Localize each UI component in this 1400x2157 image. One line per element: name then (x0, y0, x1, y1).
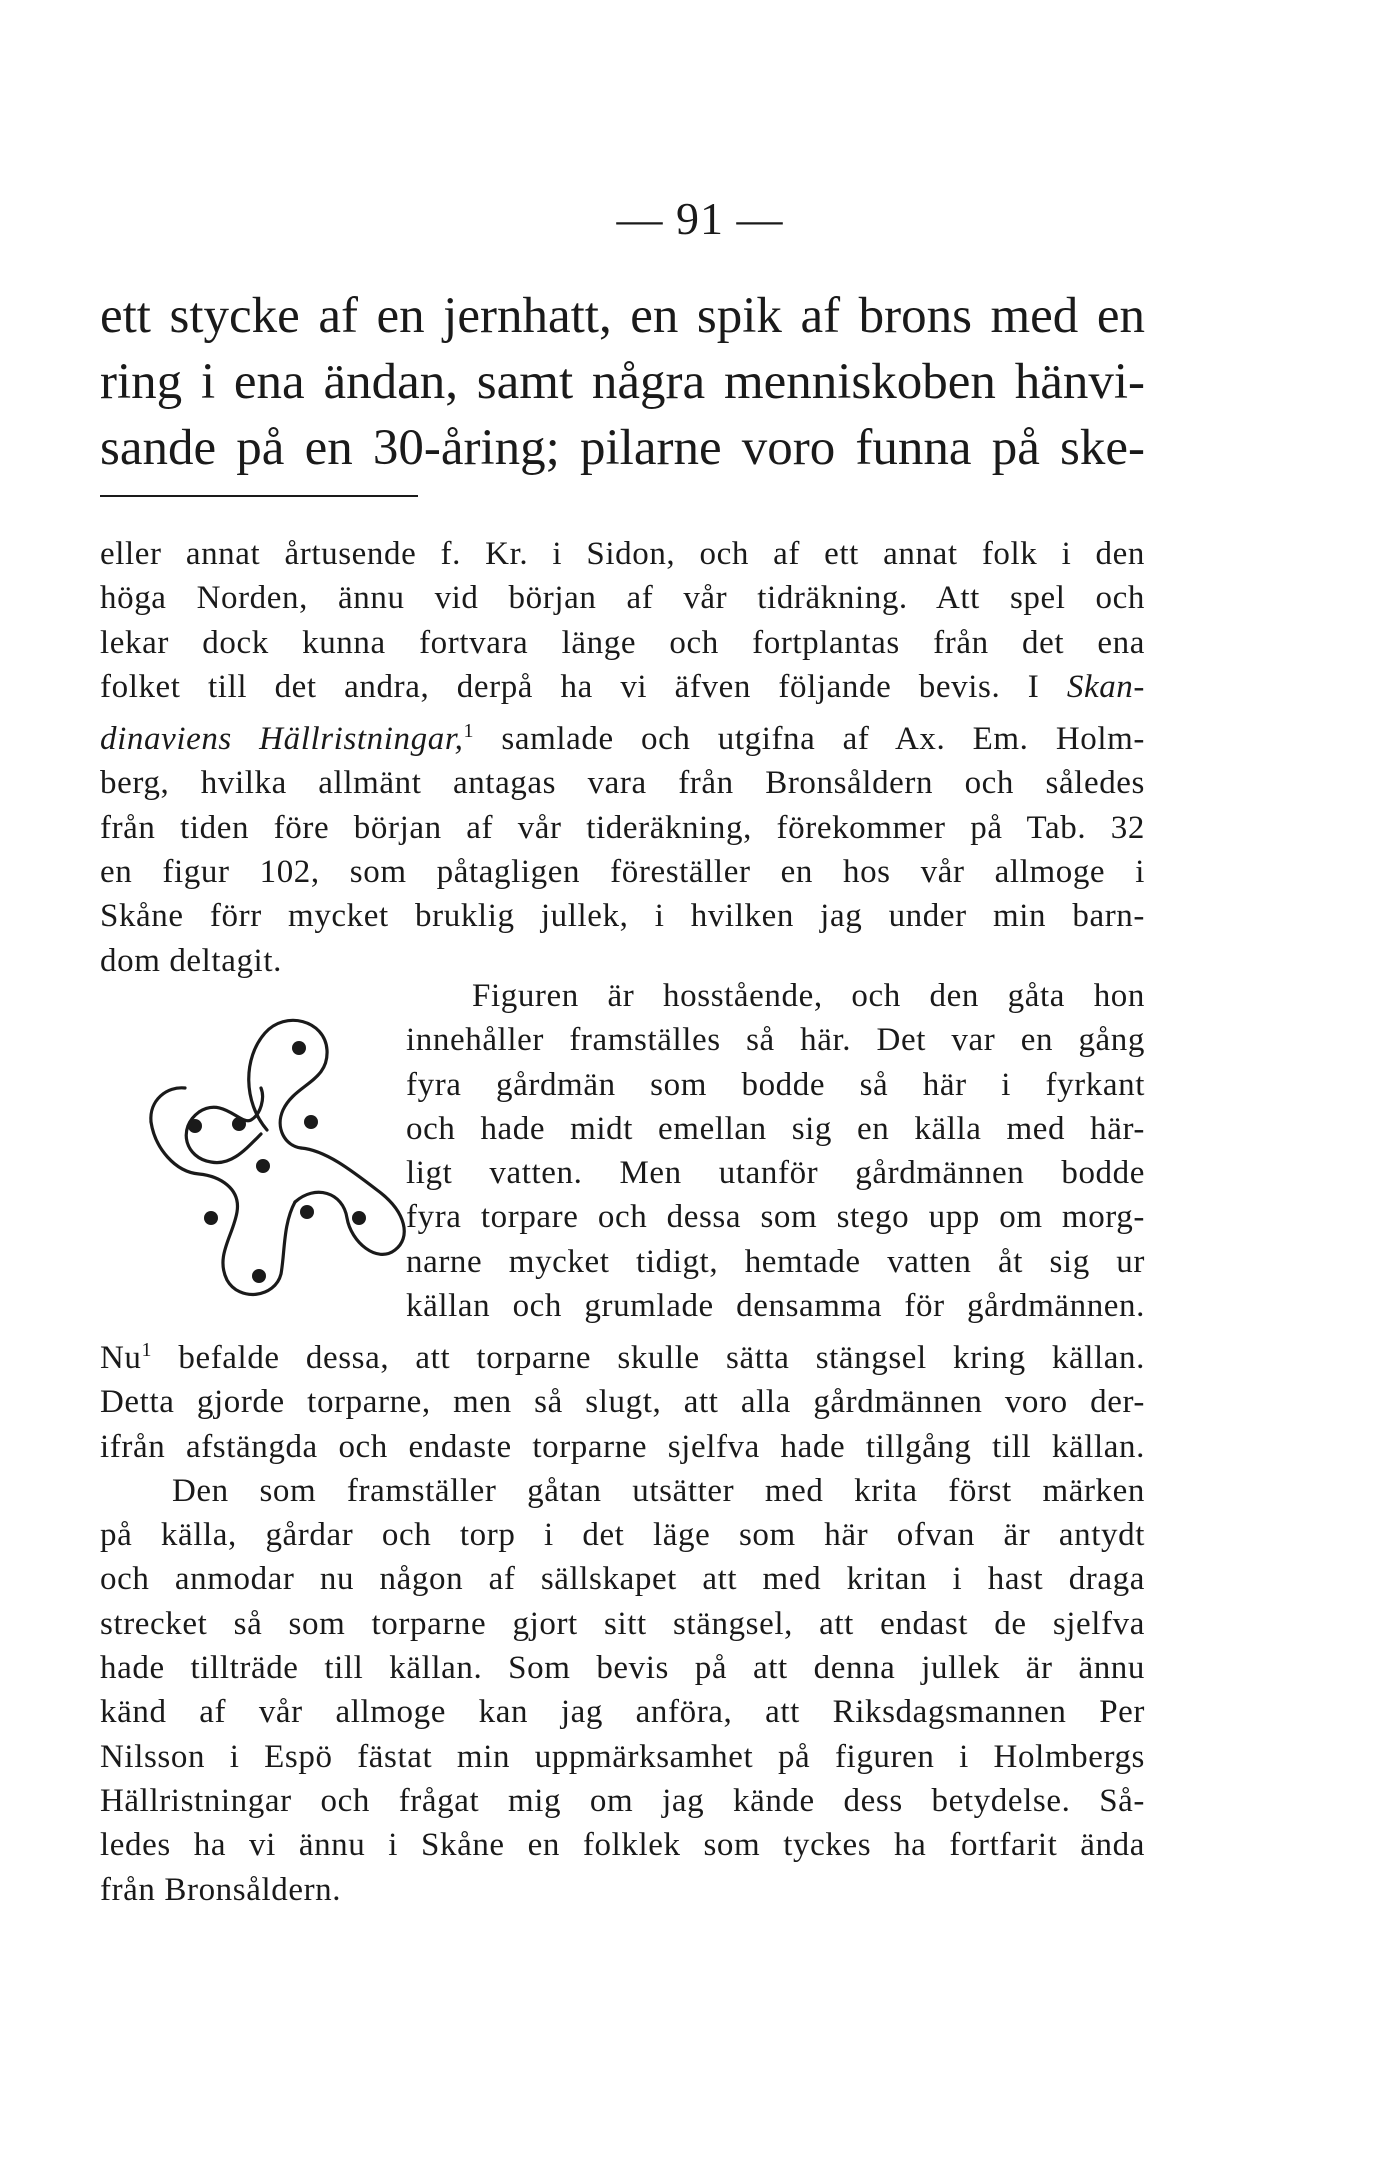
figure-fence-line (151, 1122, 295, 1294)
figure-dot (256, 1159, 270, 1173)
figure-dot (232, 1117, 246, 1131)
figure-dot (352, 1211, 366, 1225)
figure-text-line: fyra torpare och dessa som stego upp om morg- (406, 1199, 1145, 1236)
body-line: känd af vår allmoge kan jag anföra, att Riksdagsmannen Per (100, 1694, 1145, 1731)
footnote-line: lekar dock kunna fortvara länge och fortplantas från det ena (100, 624, 1145, 661)
figure-dot (304, 1115, 318, 1129)
figure-side-text (406, 974, 1145, 1328)
figure-text-line: fyra gårdmän som bodde så här i fyrkant (406, 1066, 1145, 1103)
footnote-divider (100, 495, 418, 497)
figure-fence-line (249, 1020, 327, 1148)
figure-fence-line (295, 1148, 404, 1254)
figure-dot (300, 1205, 314, 1219)
game-figure-illustration (115, 998, 425, 1308)
figure-text-line: och hade midt emellan sig en källa med här- (406, 1110, 1145, 1147)
body-line: från Bronsåldern. (100, 1871, 342, 1908)
figure-dot (292, 1041, 306, 1055)
footnote-line (100, 709, 1145, 761)
italic-title: dinaviens Hällristningar, (100, 721, 464, 758)
footnote (100, 532, 1145, 983)
figure-text-line: källan och grumlade densamma för gårdmännen. (406, 1288, 1145, 1325)
body-line: Den som framställer gåtan utsätter med krita först märken (172, 1472, 1145, 1509)
body-line: strecket så som torparne gjort sitt stängsel, att endast de sjelfva (100, 1605, 1145, 1642)
body-line: hade tillträde till källan. Som bevis på att denna jullek är ännu (100, 1650, 1145, 1687)
footnote-line: höga Norden, ännu vid början af vår tidräkning. Att spel och (100, 580, 1145, 617)
footnote-line: berg, hvilka allmänt antagas vara från Bronsåldern och således (100, 765, 1145, 802)
footnote-mark: 1 (463, 720, 475, 743)
after-figure-text (100, 1328, 1145, 1912)
footnote-line-text: samlade och utgifna af Ax. Em. Holm- (501, 721, 1145, 758)
figure-dot (204, 1211, 218, 1225)
footnote-line: från tiden före början af vår tideräkning, förekommer på Tab. 32 (100, 809, 1145, 846)
footnote-line: en figur 102, som påtagligen föreställer en hos vår allmoge i (100, 854, 1145, 891)
figure-fence-line (151, 1088, 185, 1122)
figure-text-line: narne mycket tidigt, hemtade vatten åt sig ur (406, 1243, 1145, 1280)
body-line: Detta gjorde torparne, men så slugt, att alla gårdmännen voro der- (100, 1384, 1145, 1421)
body-word: Nu (100, 1340, 142, 1376)
figure-text-line: Figuren är hosstående, och den gåta hon (472, 978, 1145, 1014)
italic-title: Skan- (1066, 668, 1145, 705)
body-line-text: befalde dessa, att torparne skulle sätta stängsel kring källan. (178, 1340, 1145, 1376)
body-line (100, 1328, 1145, 1380)
figure-dot (188, 1119, 202, 1133)
footnote-line: Skåne förr mycket bruklig jullek, i hvilken jag under min barn- (100, 898, 1145, 935)
body-line: ifrån afstängda och endaste torparne sjelfva hade tillgång till källan. (100, 1428, 1145, 1465)
body-line: ledes ha vi ännu i Skåne en folklek som tyckes ha fortfarit ända (100, 1827, 1145, 1864)
figure-text-line: ligt vatten. Men utanför gårdmännen bodde (406, 1155, 1145, 1192)
footnote-line: dom deltagit. (100, 942, 282, 979)
footnote-line (100, 665, 1145, 709)
main-text (100, 283, 1145, 481)
main-line: ett stycke af en jernhatt, en spik af brons med en (100, 288, 1145, 344)
figure-dot (252, 1269, 266, 1283)
page-number: — 91 — (616, 193, 784, 244)
body-line: på källa, gårdar och torp i det läge som här ofvan är antydt (100, 1517, 1145, 1554)
body-line: Hällristningar och frågat mig om jag kände dess betydelse. Så- (100, 1782, 1145, 1819)
figure-text-line: innehåller framställes så här. Det var en gång (406, 1022, 1145, 1059)
footnote-line: eller annat årtusende f. Kr. i Sidon, och af ett annat folk i den (100, 536, 1145, 572)
footnote-line-text: folket till det andra, derpå ha vi äfven följande bevis. I (100, 668, 1040, 705)
body-line: Nilsson i Espö fästat min uppmärksamhet på figuren i Holmbergs (100, 1738, 1145, 1775)
main-line: sande på en 30-åring; pilarne voro funna på ske- (100, 420, 1145, 476)
body-line: och anmodar nu någon af sällskapet att med kritan i hast draga (100, 1561, 1145, 1598)
footnote-mark: 1 (141, 1339, 153, 1361)
main-line: ring i ena ändan, samt några menniskoben hänvi- (100, 354, 1145, 410)
